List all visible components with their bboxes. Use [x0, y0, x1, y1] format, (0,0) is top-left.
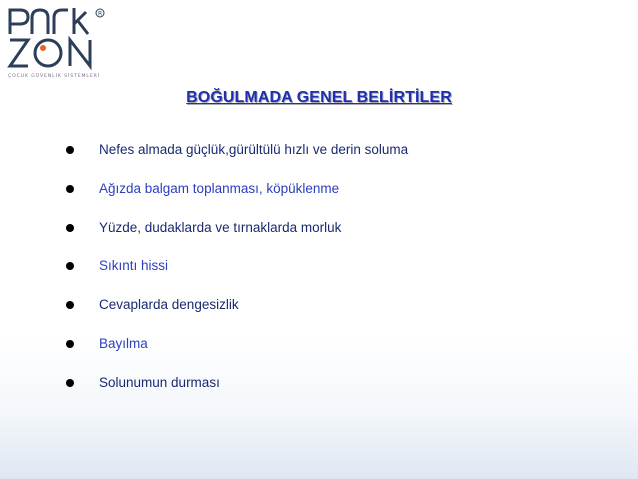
bullet-list — [66, 142, 408, 414]
bullet-text: Solunumun durması — [99, 374, 220, 390]
list-item — [66, 297, 408, 336]
list-item — [66, 220, 408, 259]
parkzon-logo — [6, 4, 118, 82]
list-item — [66, 375, 408, 414]
list-item — [66, 258, 408, 297]
list-item — [66, 142, 408, 181]
bullet-text: Cevaplarda dengesizlik — [99, 297, 239, 313]
svg-text:R: R — [98, 10, 103, 18]
bullet-text: Bayılma — [99, 335, 148, 351]
bullet-icon — [66, 379, 74, 387]
bullet-icon — [66, 185, 74, 193]
bullet-icon — [66, 301, 74, 309]
bullet-icon — [66, 340, 74, 348]
slide-title: BOĞULMADA GENEL BELİRTİLER — [186, 89, 452, 106]
bullet-text: Yüzde, dudaklarda ve tırnaklarda morluk — [99, 219, 342, 235]
list-item — [66, 181, 408, 220]
bullet-text: Sıkıntı hissi — [99, 258, 169, 274]
bullet-icon — [66, 224, 74, 232]
bullet-text: Nefes almada güçlük,gürültülü hızlı ve derin soluma — [99, 142, 409, 157]
list-item — [66, 336, 408, 375]
bullet-icon — [66, 262, 74, 270]
bullet-text: Ağızda balgam toplanması, köpüklenme — [99, 180, 340, 196]
logo-tagline: ÇOCUK GÜVENLİK SİSTEMLERİ — [8, 74, 101, 79]
bullet-icon — [66, 146, 74, 154]
parkzon-logo-mark — [6, 4, 118, 72]
